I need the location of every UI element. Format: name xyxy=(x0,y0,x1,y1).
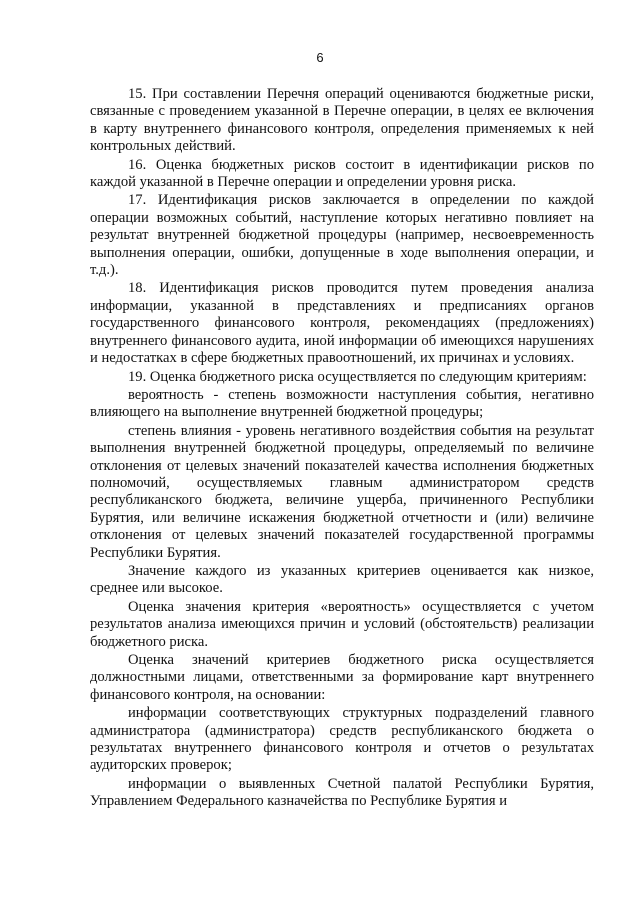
paragraph-18: 18. Идентификация рисков проводится путем проведения анализа информации, указанной в представлениях и предписаниях органов государственного финансового контроля, рекомендациях (предложениях) внутреннего финансового аудита, иной информации об имеющихся нарушениях и недостатках в сфере бюджетных правоотношений, их причинах и условиях. xyxy=(90,280,594,367)
criterion-probability: вероятность - степень возможности наступления события, негативно влияющего на выполнение внутренней бюджетной процедуры; xyxy=(90,386,594,421)
paragraph-15: 15. При составлении Перечня операций оцениваются бюджетные риски, связанные с проведением указанной в Перечне операции, в целях ее включения в карту внутреннего финансового контроля, определения применяемых к ней контрольных действий. xyxy=(90,86,594,155)
page-number: 6 xyxy=(316,50,324,65)
basis-structural-units: информации соответствующих структурных подразделений главного администратора (администратора) средств республиканского бюджета о результатах внутреннего финансового контроля и отчетов о результатах аудиторских проверок; xyxy=(90,705,594,774)
paragraph-19: 19. Оценка бюджетного риска осуществляется по следующим критериям: xyxy=(128,368,587,385)
probability-assessment: Оценка значения критерия «вероятность» осуществляется с учетом результатов анализа имеющихся причин и условий (обстоятельств) реализации бюджетного риска. xyxy=(90,598,594,650)
paragraph-16: 16. Оценка бюджетных рисков состоит в идентификации рисков по каждой указанной в Перечне операции и определении уровня риска. xyxy=(90,156,594,191)
criterion-impact: степень влияния - уровень негативного воздействия события на результат выполнения внутренней бюджетной процедуры, определяемый по величине отклонения от целевых значений показателей качества исполнения бюджетных полномочий, осуществляемых главным администратором средств республиканского бюджета, величине ущерба, причиненного Республики Бурятия, или величине искажения бюджетной отчетности и (или) величине отклонения от целевых значений показателей государственной программы Республики Бурятия. xyxy=(90,422,594,561)
basis-audit-chamber: информации о выявленных Счетной палатой Республики Бурятия, Управлением Федерального казначейства по Республике Бурятия и xyxy=(90,775,594,810)
document-body xyxy=(90,86,594,812)
criteria-assessment-basis: Оценка значений критериев бюджетного риска осуществляется должностными лицами, ответственными за формирование карт внутреннего финансового контроля, на основании: xyxy=(90,652,594,703)
criteria-levels: Значение каждого из указанных критериев оценивается как низкое, среднее или высокое. xyxy=(90,562,594,597)
paragraph-17: 17. Идентификация рисков заключается в определении по каждой операции возможных событий, наступление которых негативно повлияет на результат внутренней бюджетной процедуры (например, несвоевременность выполнения операции, ошибки, допущенные в ходе выполнения операции, и т.д.). xyxy=(90,192,594,279)
